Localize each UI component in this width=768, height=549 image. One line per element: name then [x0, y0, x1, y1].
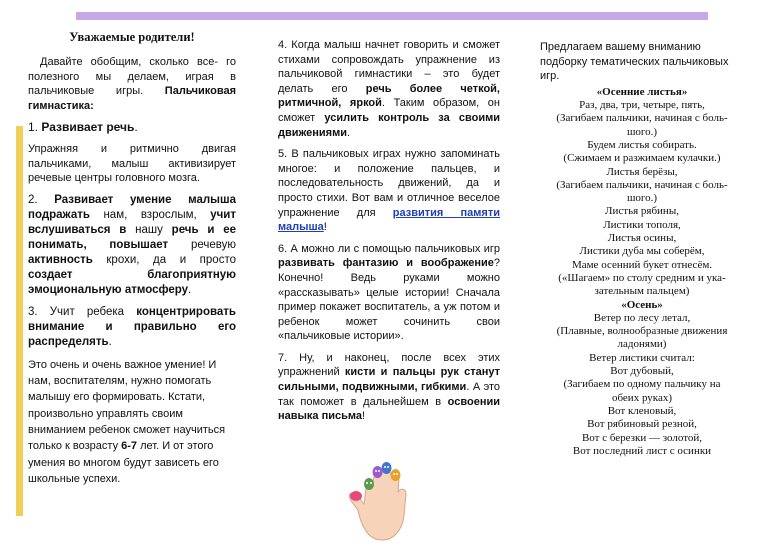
column-right — [540, 40, 744, 458]
point-4: 4. Когда малыш начнет говорить и сможет стихами сопровождать упражнение из пальчиковой гимнастики – это будет делать его речь более четкой, ритмичной, яркой. Таким образом, он сможет усилить контроль за своими движениями. — [278, 39, 501, 139]
games-intro: Предлагаем вашему вниманию подборку тематических пальчиковых игр. — [540, 41, 729, 83]
poem-line: Раз, два, три, четыре, пять, — [579, 99, 705, 112]
poem-line: Маме осенний букет отнесём. — [571, 258, 713, 271]
point-5: 5. В пальчиковых играх нужно запоминать многое: и положение пальцев, и последовательность движений, да и просто стихи. Вот вам и отличное веселое упражнение для развития памяти малыша! — [278, 148, 500, 234]
point-6: 6. А можно ли с помощью пальчиковых игр развивать фантазию и воображение? Конечно! Ведь руками можно «рассказывать» целые истории! Сначала пример покажет воспитатель, а уж потом и ребенок может сочинить свои «пальчиковые истории». — [278, 242, 500, 343]
poem-line: (Загибаем пальчики, начиная с боль- — [556, 178, 728, 191]
poem-line: Вот рябиновый резной, — [587, 418, 697, 431]
poem-line: шого.) — [626, 192, 658, 205]
poem-line: Ветер по лесу летал, — [593, 311, 691, 324]
poem-line: зательным пальцем) — [594, 285, 690, 298]
poem-line: Листья осины, — [607, 232, 677, 245]
poem-line: (Сжимаем и разжимаем кулачки.) — [563, 152, 721, 165]
point-2: 2. Развивает умение малыша подражать нам, взрослым, учит вслушиваться в нашу речь и ее понимать, повышает речевую активность крохи, да и просто создает благоприятную эмоциональную атмосферу. — [28, 193, 236, 296]
poem-autumn — [540, 312, 744, 458]
poem-line: шого.) — [626, 125, 658, 138]
decorative-top-bar — [76, 12, 708, 20]
hand-with-finger-puppets-icon — [338, 458, 438, 544]
poem-line: Листики тополя, — [603, 218, 681, 231]
intro-paragraph: Давайте обобщим, сколько все- го полезного мы делаем, играя в пальчиковые игры. Пальчиковая гимнастика: — [28, 56, 236, 112]
attention-paragraph: Это очень и очень важное умение! И нам, воспитателям, нужно помогать малышу его формировать. Кстати, произвольно управлять своим вниманием ребенок сможет научиться только к возрасту 6-7 лет. И от этого умения во многом будут зависеть его школьные успехи. — [28, 358, 226, 485]
point-3: 3. Учит ребека концентрировать внимание и правильно его распределять. — [28, 305, 236, 348]
poem-line: Ветер листики считал: — [589, 351, 695, 364]
decorative-side-bar — [16, 126, 23, 516]
poem-autumn-leaves — [540, 99, 744, 298]
poem-title-autumn-leaves: «Осенние листья» — [596, 85, 688, 98]
point-7: 7. Ну, и наконец, после всех этих упражнений кисти и пальцы рук станут сильными, подвижными, гибкими. А это так поможет в дальнейшем в освоении навыка письма! — [278, 351, 500, 423]
poem-line: Вот последний лист с осинки — [572, 444, 712, 457]
column-left — [28, 30, 236, 487]
poem-line: («Шагаем» по столу средним и ука- — [558, 271, 726, 284]
poem-line: Листья берёзы, — [606, 165, 678, 178]
memory-development-link[interactable]: развития памяти малыша — [278, 206, 500, 234]
poem-line: (Плавные, волнообразные движения — [556, 325, 728, 338]
page-title: Уважаемые родители! — [69, 30, 195, 44]
poem-line: обеих руках) — [611, 391, 673, 404]
point-1-text: Упражняя и ритмично двигая пальчиками, малыш активизирует речевые центры головного мозга. — [28, 142, 236, 185]
poem-line: Вот дубовый, — [610, 365, 674, 378]
poem-line: Будем листья собирать. — [587, 138, 697, 151]
poem-line: Листики дуба мы соберём, — [579, 245, 705, 258]
point-1: 1. Развивает речь. — [28, 120, 138, 135]
poem-line: Вот кленовый, — [607, 404, 677, 417]
poem-title-autumn: «Осень» — [621, 298, 663, 311]
column-middle — [278, 38, 500, 424]
poem-line: ладонями) — [617, 338, 667, 351]
poem-line: Вот с березки — золотой, — [581, 431, 703, 444]
poem-line: Листья рябины, — [605, 205, 679, 218]
poem-line: (Загибаем по одному пальчику на — [563, 378, 721, 391]
poem-line: (Загибаем пальчики, начиная с боль- — [556, 112, 728, 125]
